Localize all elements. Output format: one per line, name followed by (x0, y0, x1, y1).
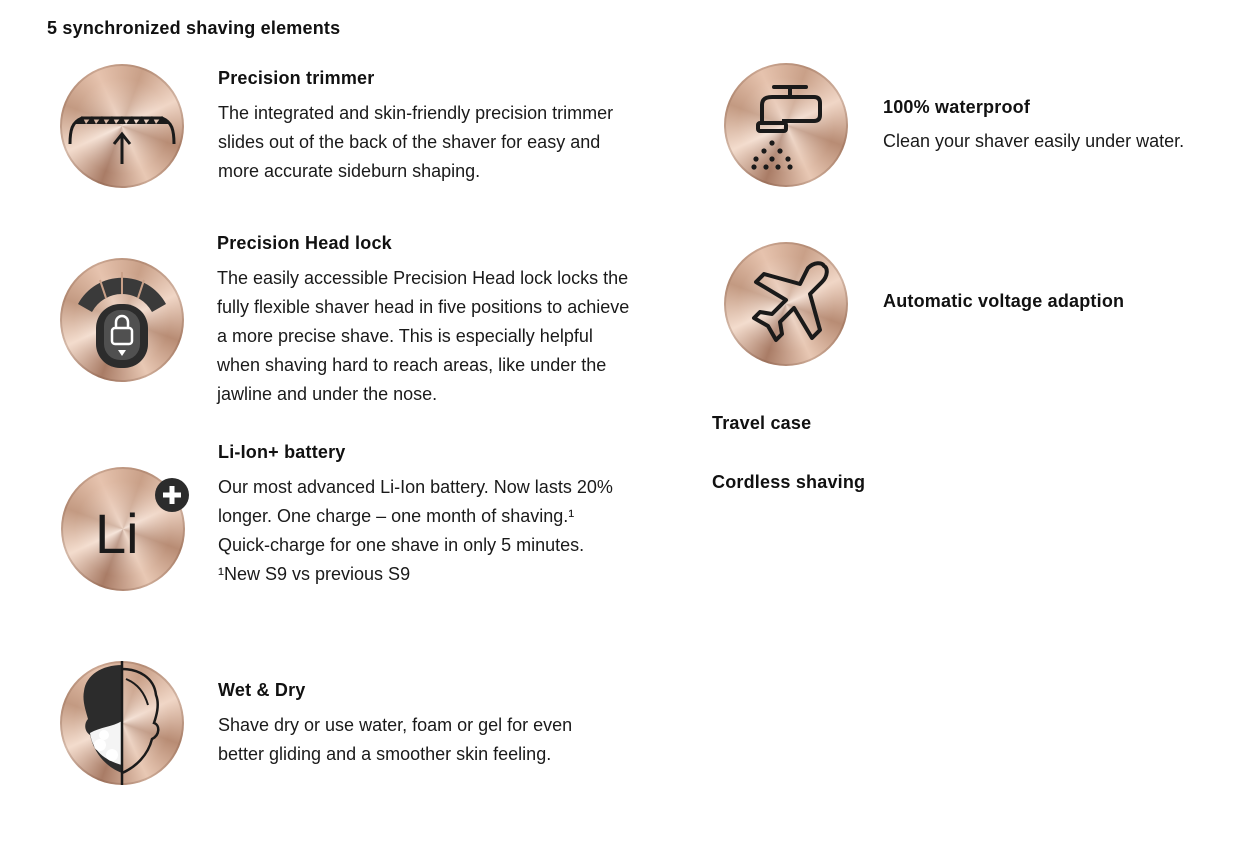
feature-title: Wet & Dry (218, 680, 306, 700)
extra-travel-case: Travel case (712, 413, 812, 433)
wet-dry-face-icon (60, 661, 184, 785)
feature-title: Precision trimmer (218, 68, 375, 88)
plus-badge-icon (154, 477, 190, 513)
feature-description: The integrated and skin-friendly precision trimmer slides out of the back of the shaver for easy and more accurate sideburn shaping. (218, 103, 614, 181)
feature-description: Shave dry or use water, foam or gel for even better gliding and a smoother skin feeling. (218, 715, 573, 764)
feature-description: Clean your shaver easily under water. (883, 131, 1185, 151)
water-tap-icon (724, 63, 848, 187)
airplane-icon (724, 242, 848, 366)
feature-description: The easily accessible Precision Head lock locks the fully flexible shaver head in five positions to achieve a more precise shave. This is especially helpful when shaving hard to reach areas, like under the jawline and under the nose. (217, 268, 630, 404)
feature-title: Li-Ion+ battery (218, 442, 346, 462)
feature-text: Our most advanced Li-Ion battery. Now lasts 20% longer. One charge – one month of shaving.¹ Quick-charge for one shave in only 5 minutes. (218, 477, 613, 555)
feature-title: Precision Head lock (217, 233, 392, 253)
section-title: 5 synchronized shaving elements (47, 18, 341, 38)
battery-icon-text: Li (95, 502, 139, 565)
extra-cordless-shaving: Cordless shaving (712, 472, 866, 492)
footnote: ¹New S9 vs previous S9 (218, 564, 411, 584)
head-lock-icon (60, 258, 184, 382)
trimmer-icon (60, 64, 184, 188)
feature-title: 100% waterproof (883, 97, 1031, 117)
feature-description (218, 473, 618, 589)
feature-title: Automatic voltage adaption (883, 291, 1125, 311)
